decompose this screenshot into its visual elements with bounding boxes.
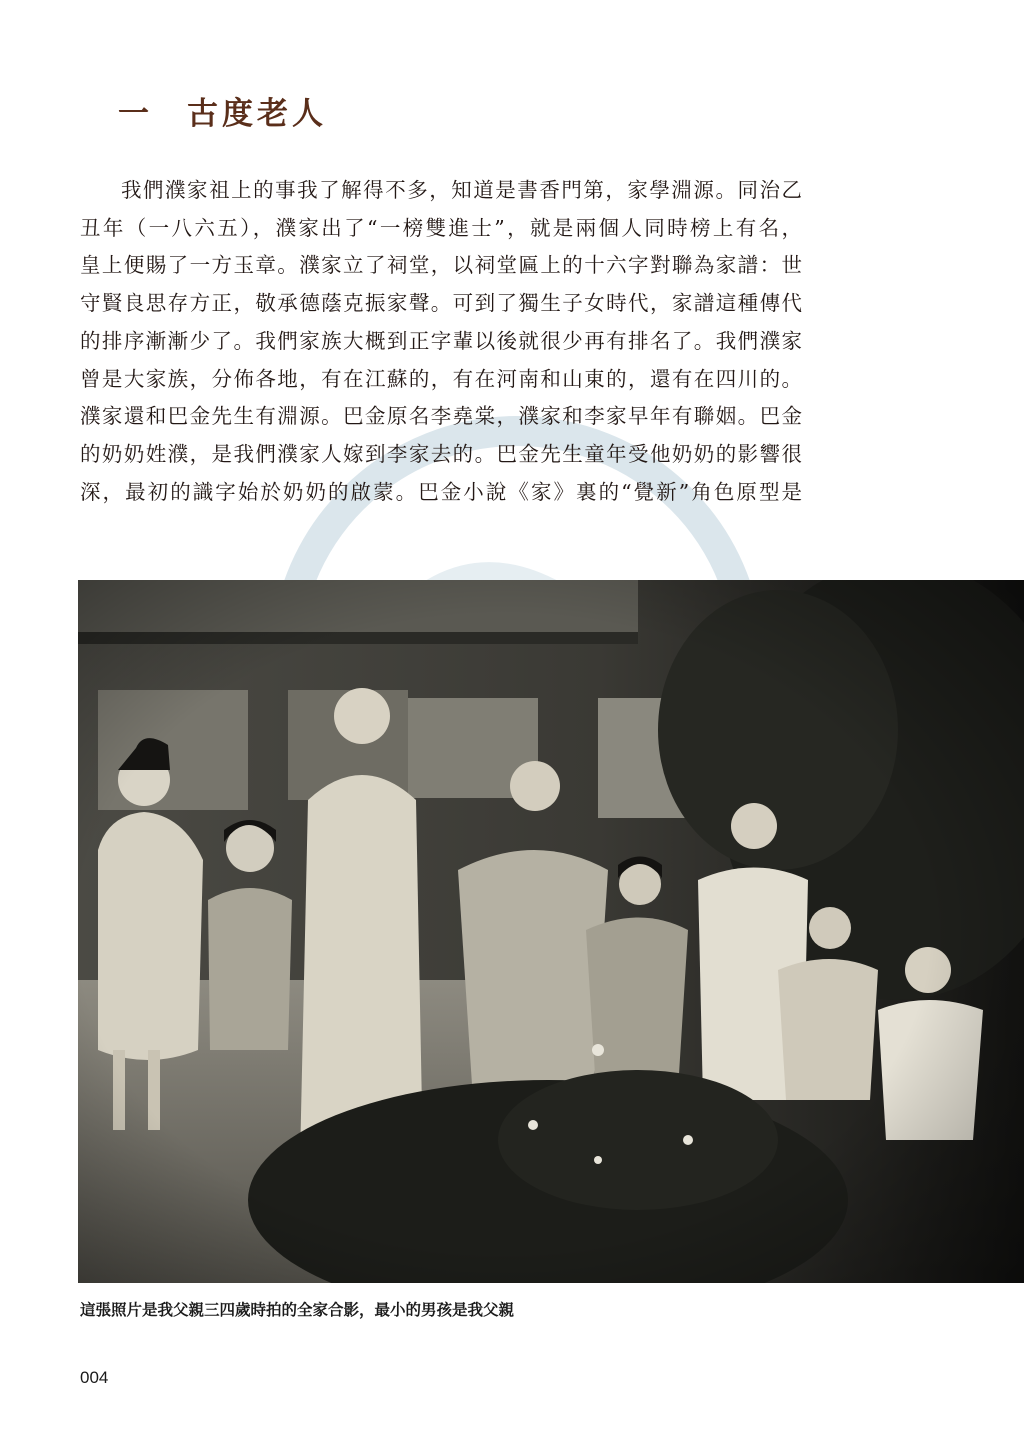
text-line: 的排序漸漸少了。我們家族大概到正字輩以後就很少再有排名了。我們濮家 [80,328,802,353]
chapter-heading [118,88,327,133]
text-line: 深，最初的識字始於奶奶的啟蒙。巴金小說《家》裏的“覺新”角色原型是 [80,479,802,504]
text-line: 守賢良思存方正，敬承德蔭克振家聲。可到了獨生子女時代，家譜這種傳代 [80,291,802,316]
chapter-number: 一 [118,96,153,132]
chapter-title: 古度老人 [187,96,327,132]
text-line: 我們濮家祖上的事我了解得不多，知道是書香門第，家學淵源。同治乙 [121,178,802,202]
body-paragraph [80,172,802,511]
family-photo [78,580,1024,1283]
page-number: 004 [80,1368,109,1387]
family-photo-image [78,580,1024,1283]
text-line: 丑年（一八六五），濮家出了“一榜雙進士”，就是兩個人同時榜上有名， [80,215,802,240]
photo-caption: 這張照片是我父親三四歲時拍的全家合影，最小的男孩是我父親 [80,1301,515,1319]
text-line: 的奶奶姓濮，是我們濮家人嫁到李家去的。巴金先生童年受他奶奶的影響很 [80,441,802,466]
text-line: 皇上便賜了一方玉章。濮家立了祠堂，以祠堂匾上的十六字對聯為家譜：世 [80,253,802,278]
text-line: 曾是大家族，分佈各地，有在江蘇的，有在河南和山東的，還有在四川的。 [80,366,802,391]
text-line: 濮家還和巴金先生有淵源。巴金原名李堯棠，濮家和李家早年有聯姻。巴金 [80,404,802,429]
